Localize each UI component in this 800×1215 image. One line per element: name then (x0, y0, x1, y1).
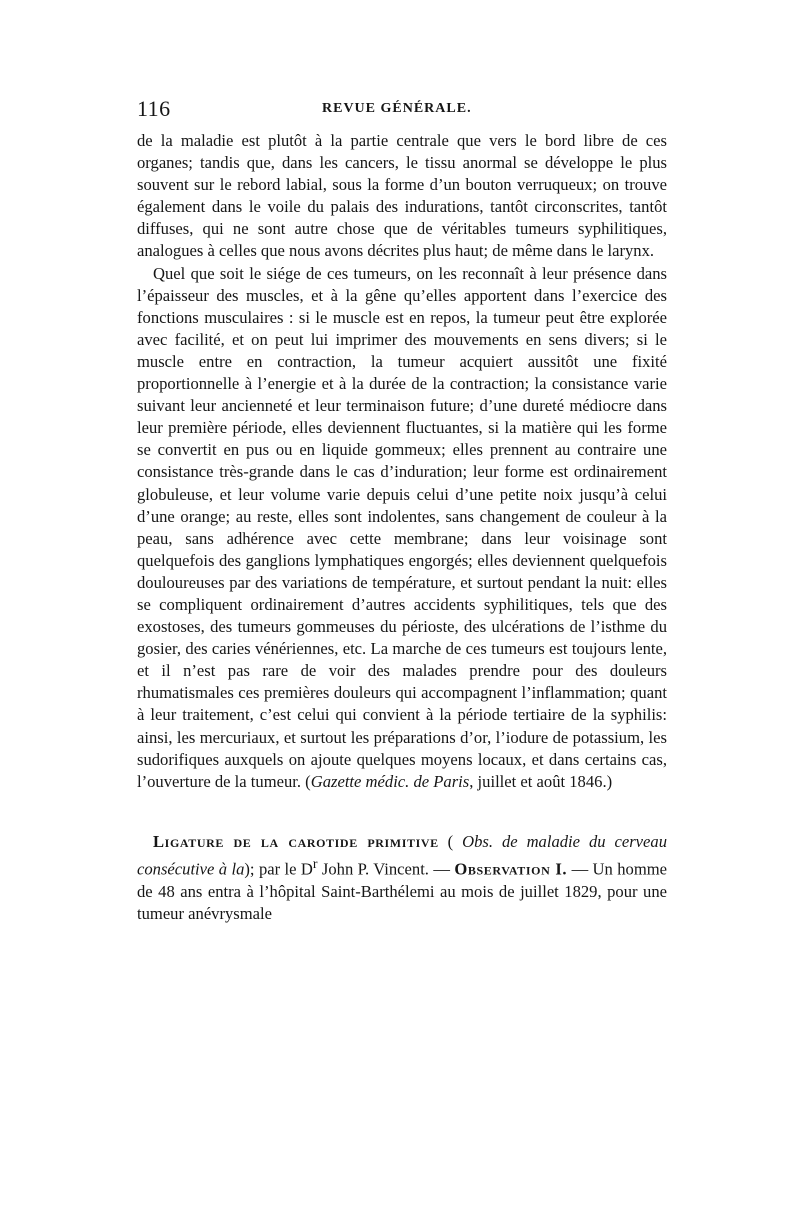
page-number: 116 (137, 96, 171, 121)
paragraph-continued (137, 130, 667, 263)
section-subtitle: Obs. de maladie du cerveau consécutive à la (137, 831, 668, 879)
section-text: — Un homme de 48 ans entra à l’hôpital Saint-Barthélemi au mois de juillet 1829, pour une tumeur anévrysmale (137, 859, 668, 923)
body-text (137, 130, 667, 925)
paragraph-text: Quel que soit le siége de ces tumeurs, on les reconnaît à leur présence dans l’épaisseur des muscles, et à la gêne qu’elles apportent dans l’exercice des fonctions musculaires : si le muscle est en repos, la tumeur peut être explorée avec facilité, et on peut lui imprimer des mouvements en sens divers; si le muscle entre en contraction, la tumeur acquiert aussitôt une fixité proportionnelle à l’energie et à la durée de la contraction; la consistance varie suivant leur ancienneté et leur terminaison future; d’une dureté médiocre dans leur première période, elles deviennent fluctuantes, si la matière qui les forme se convertit en pus ou en liquide gommeux; elles prennent au contraire une consistance très-grande dans le cas d’induration; leur forme est ordinairement globuleuse, et leur volume varie depuis celui d’une petite noix jusqu’à celui d’une orange; au reste, elles sont indolentes, sans changement de couleur à la peau, sans adhérence avec cette membrane; dans leur voisinage sont quelquefois des ganglions lymphatiques engorgés; elles deviennent quelquefois douloureuses par des variations de température, et surtout pendant la nuit: elles se compliquent ordinairement d’autres accidents syphilitiques, tels que des exostoses, des tumeurs gommeuses du périoste, des ulcérations de l’isthme du gosier, des caries vénériennes, etc. La marche de ces tumeurs est toujours lente, et il n’est pas rare de voir des malades prendre pour des douleurs rhumatismales ces premières douleurs qui accompagnent l’inflammation; quant à leur traitement, c’est celui qui convient à la période tertiaire de la syphilis: ainsi, les mercuriaux, et surtout les préparations d’or, l’iodure de potassium, les sudorifiques auxquels on ajoute quelques moyens locaux, et dans certains cas, l’ouverture de la tumeur. ( (137, 263, 667, 791)
running-title: REVUE GÉNÉRALE. (322, 101, 472, 116)
author-name: John P. Vincent. — (317, 859, 455, 879)
doctor-superscript: r (312, 855, 318, 871)
paragraph-text: de la maladie est plutôt à la partie centrale que vers le bord libre de ces organes; tandis que, dans les cancers, le tissu anormal se développe le plus souvent sur le rebord labial, sous la forme d’un bouton verruqueux; on trouve également dans le voile du palais des indurations, tantôt circonscrites, tantôt diffuses, qui ne sont autre chose que de véritables tumeurs syphilitiques, analogues à celles que nous avons décrites plus haut; de même dans le larynx. (137, 131, 667, 261)
section-ligature (137, 831, 667, 925)
section-heading: Ligature de la carotide primitive (153, 831, 439, 851)
observation-label: Observation I. (454, 859, 568, 879)
open-paren: ( (438, 831, 463, 851)
citation-date: , juillet et août 1846.) (469, 771, 613, 791)
paragraph-symptoms (137, 263, 667, 793)
book-page (137, 96, 667, 925)
author-prefix: ); par le D (244, 859, 313, 879)
section-gap (137, 793, 667, 831)
running-head (137, 96, 667, 124)
citation-source: Gazette médic. de Paris (310, 771, 470, 791)
